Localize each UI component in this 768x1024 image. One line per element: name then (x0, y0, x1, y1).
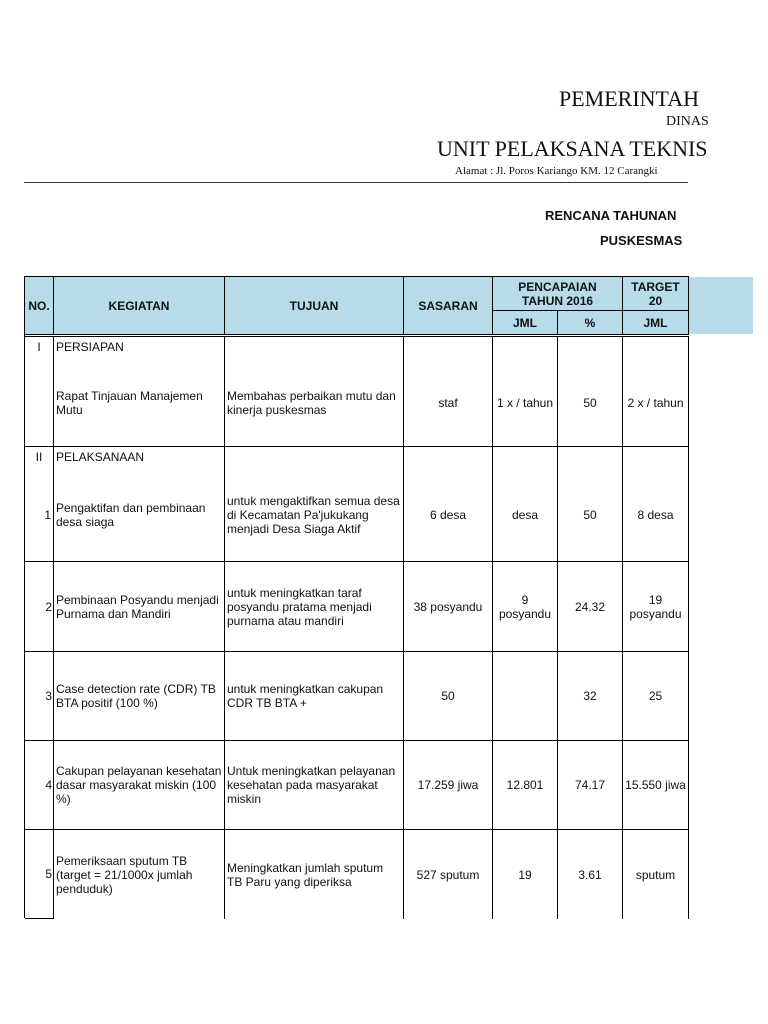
row-target: 19 posyandu (623, 562, 689, 652)
row-target: 2 x / tahun (623, 337, 689, 447)
header-no: NO. (25, 277, 54, 335)
table-row (54, 337, 225, 447)
row-tujuan: untuk meningkatkan taraf posyandu pratama menjadi purnama atau mandiri (225, 562, 404, 652)
row-no: 1 (44, 508, 51, 522)
section-no-1: I (25, 337, 54, 447)
row-no: 2 (25, 562, 54, 652)
row-sasaran: 50 (404, 652, 493, 741)
table-row-no (25, 447, 54, 562)
row-kegiatan: Case detection rate (CDR) TB BTA positif (100 %) (54, 652, 225, 741)
letterhead-government: PEMERINTAH (559, 86, 700, 111)
row-pct: 32 (558, 652, 623, 741)
header-target-jml: JML (623, 311, 689, 335)
row-pct: 50 (558, 447, 623, 562)
row-tujuan: Untuk meningkatkan pelayanan kesehatan pada masyarakat miskin (225, 741, 404, 830)
row-jml: desa (493, 447, 558, 562)
letterhead-agency: DINAS (666, 114, 709, 129)
header-sasaran: SASARAN (404, 277, 493, 335)
document-subtitle: PUSKESMAS (600, 233, 683, 248)
row-tujuan: Meningkatkan jumlah sputum TB Paru yang diperiksa (225, 830, 404, 919)
row-target: 8 desa (623, 447, 689, 562)
row-jml: 9 posyandu (493, 562, 558, 652)
row-target: 15.550 jiwa (623, 741, 689, 830)
row-kegiatan: Cakupan pelayanan kesehatan dasar masyarakat miskin (100 %) (54, 741, 225, 830)
letterhead-address: Alamat : Jl. Poros Kariango KM. 12 Carangki (455, 165, 658, 177)
letterhead-unit: UNIT PELAKSANA TEKNIS (437, 136, 708, 161)
row-sasaran: 6 desa (404, 447, 493, 562)
header-pencapaian-jml: JML (493, 311, 558, 335)
row-pct: 50 (558, 337, 623, 447)
section-label-2: PELAKSANAAN (56, 450, 145, 464)
header-tujuan: TUJUAN (225, 277, 404, 335)
row-pct: 3.61 (558, 830, 623, 919)
header-pencapaian-pct: % (558, 311, 623, 335)
row-kegiatan: Pemeriksaan sputum TB (target = 21/1000x jumlah penduduk) (54, 830, 225, 919)
row-jml (493, 652, 558, 741)
row-tujuan: Membahas perbaikan mutu dan kinerja puskesmas (225, 337, 404, 447)
row-jml: 12.801 (493, 741, 558, 830)
row-kegiatan: Pengaktifan dan pembinaan desa siaga (56, 501, 206, 529)
header-target: TARGET 20 (623, 277, 689, 311)
section-label-1: PERSIAPAN (56, 340, 124, 354)
row-tujuan: untuk mengaktifkan semua desa di Kecamatan Pa'jukukang menjadi Desa Siaga Aktif (225, 447, 404, 562)
row-target: sputum (623, 830, 689, 919)
row-pct: 24.32 (558, 562, 623, 652)
row-sasaran: staf (404, 337, 493, 447)
row-no: 3 (25, 652, 54, 741)
letterhead-divider (24, 182, 688, 183)
row-jml: 1 x / tahun (493, 337, 558, 447)
row-sasaran: 527 sputum (404, 830, 493, 919)
row-tujuan: untuk meningkatkan cakupan CDR TB BTA + (225, 652, 404, 741)
table-row (54, 447, 225, 562)
header-kegiatan: KEGIATAN (54, 277, 225, 335)
row-pct: 74.17 (558, 741, 623, 830)
row-target: 25 (623, 652, 689, 741)
document-title: RENCANA TAHUNAN (545, 208, 677, 223)
row-sasaran: 17.259 jiwa (404, 741, 493, 830)
row-no: 4 (25, 741, 54, 830)
row-kegiatan: Rapat Tinjauan Manajemen Mutu (56, 388, 203, 417)
row-no: 5 (25, 830, 54, 919)
row-kegiatan: Pembinaan Posyandu menjadi Purnama dan Mandiri (54, 562, 225, 652)
row-sasaran: 38 posyandu (404, 562, 493, 652)
header-pencapaian: PENCAPAIAN TAHUN 2016 (493, 277, 623, 311)
row-jml: 19 (493, 830, 558, 919)
section-no-2: II (35, 450, 43, 464)
